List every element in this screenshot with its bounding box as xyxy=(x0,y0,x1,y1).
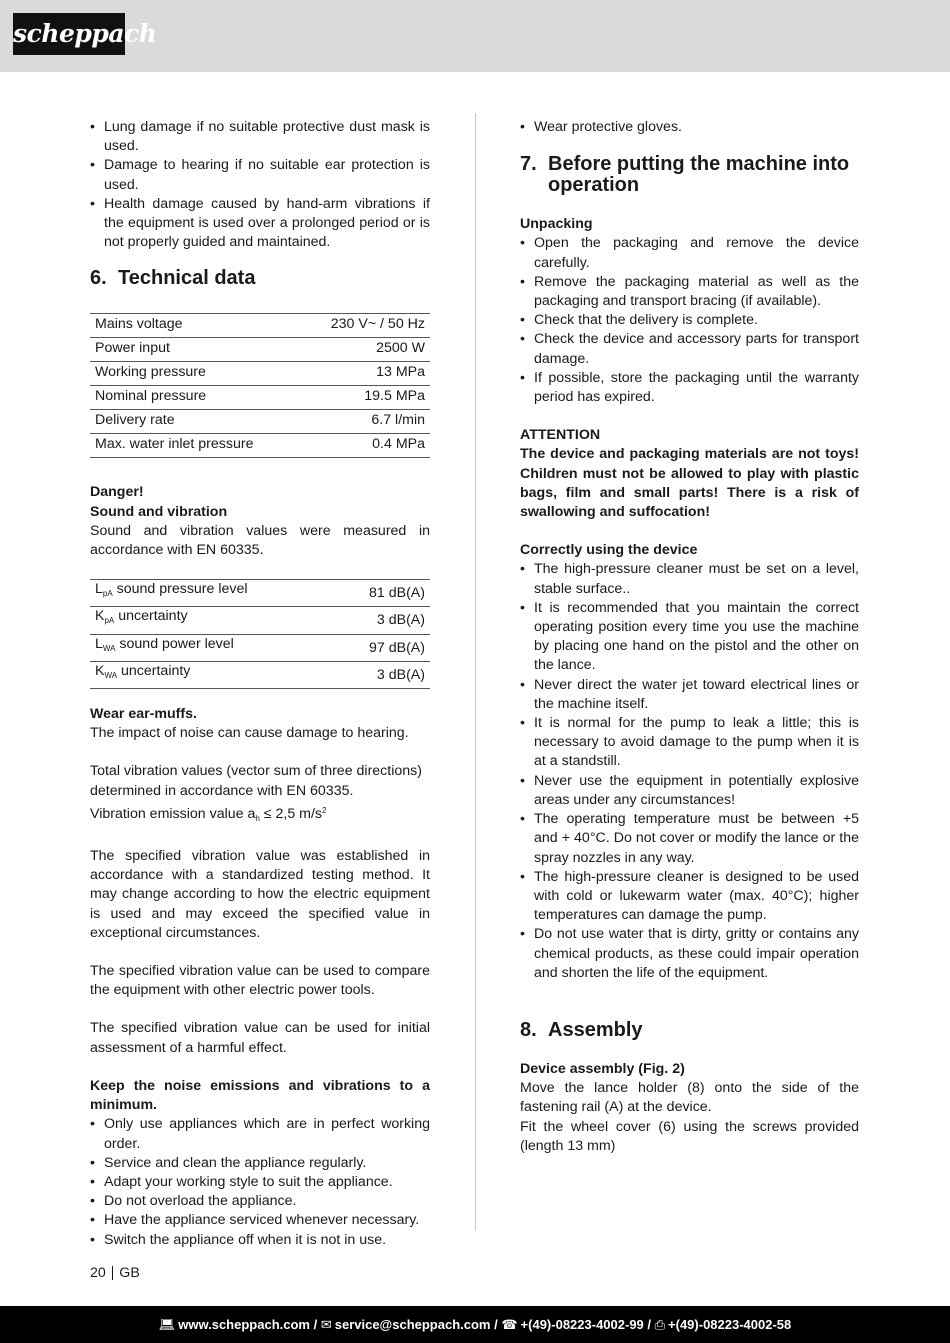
assembly-text-1: Move the lance holder (8) onto the side of the fastening rail (A) at the device. xyxy=(520,1080,859,1116)
list-item: • It is recommended that you maintain the correct operating position every time you use the machine by placing one hand on the pistol and the other on the lance. xyxy=(520,599,859,676)
list-item: • Wear protective gloves. xyxy=(520,118,859,137)
vibration-paragraph-3: The specified vibration value can be used for initial assessment of a harmful effect. xyxy=(90,1020,430,1056)
sound-text: Sound and vibration values were measured in accordance with EN 60335. xyxy=(90,522,430,559)
unpacking-heading: Unpacking xyxy=(520,216,593,233)
page-number-separator xyxy=(112,1266,114,1280)
list-item: • Only use appliances which are in perfect working order. xyxy=(90,1115,430,1153)
sound-heading: Sound and vibration xyxy=(90,503,228,520)
list-item: • The operating temperature must be between +5 and + 40°C. Do not cover or modify the lance or the spray nozzles in any way. xyxy=(520,810,859,868)
list-item: • Switch the appliance off when it is not in use. xyxy=(90,1231,430,1250)
list-item: • Check the device and accessory parts for transport damage. xyxy=(520,330,859,368)
correct-use-list xyxy=(520,560,859,982)
earmuffs-text: The impact of noise can cause damage to hearing. xyxy=(90,725,409,742)
attention-heading: ATTENTION xyxy=(520,427,601,444)
earmuffs-heading: Wear ear-muffs. xyxy=(90,706,197,723)
list-item: • Open the packaging and remove the device carefully. xyxy=(520,234,859,272)
list-item: • It is normal for the pump to leak a little; this is necessary to avoid damage to the pump when it is at a standstill. xyxy=(520,714,859,772)
table-row: $K_{pA}$ uncertainty 3 dB(A) xyxy=(90,607,430,634)
list-item: • Have the appliance serviced whenever necessary. xyxy=(90,1211,430,1230)
phone-icon: ☎︎ xyxy=(501,1316,518,1332)
list-item: • Damage to hearing if no suitable ear protection is used. xyxy=(90,156,430,194)
table-row: Nominal pressure 19.5 MPa xyxy=(90,386,430,410)
footer-email: service@scheppach.com / xyxy=(334,1317,498,1332)
danger-label: Danger! xyxy=(90,484,144,501)
vibration-text: Total vibration values (vector sum of three directions) determined in accordance with EN 60335. xyxy=(90,763,422,799)
keep-minimum-heading: Keep the noise emissions and vibrations to a minimum. xyxy=(90,1077,430,1114)
left-column xyxy=(90,118,430,1250)
intro-bullet-list xyxy=(90,118,430,252)
page-footer xyxy=(0,1306,950,1343)
section-8-heading: 8. Assembly xyxy=(520,1018,643,1041)
assembly-heading: Device assembly (Fig. 2) xyxy=(520,1060,685,1077)
scheppach-logo: scheppach xyxy=(13,13,125,55)
right-column xyxy=(520,118,859,1156)
list-item: • Do not use water that is dirty, gritty or contains any chemical products, as these could impair operation and shorten the life of the equipment. xyxy=(520,925,859,983)
list-item: • Service and clean the appliance regularly. xyxy=(90,1154,430,1173)
section-6-heading: 6. Technical data xyxy=(90,267,256,290)
table-row: $K_{WA}$ uncertainty 3 dB(A) xyxy=(90,661,430,688)
list-item: • Check that the delivery is complete. xyxy=(520,311,859,330)
table-row: Delivery rate 6.7 l/min xyxy=(90,410,430,434)
list-item: • Lung damage if no suitable protective dust mask is used. xyxy=(90,118,430,156)
list-item: • Remove the packaging material as well as the packaging and transport bracing (if available). xyxy=(520,273,859,311)
vibration-paragraph-2: The specified vibration value can be used to compare the equipment with other electric power tools. xyxy=(90,963,430,999)
list-item: • The high-pressure cleaner must be set on a level, stable surface.. xyxy=(520,560,859,598)
list-item: • Never use the equipment in potentially explosive areas under any circumstances! xyxy=(520,772,859,810)
list-item: • Health damage caused by hand-arm vibrations if the equipment is used over a prolonged period or is not properly guided and maintained. xyxy=(90,195,430,253)
list-item: • The high-pressure cleaner is designed to be used with cold or lukewarm water (max. 40°C); higher temperatures can damage the pump. xyxy=(520,868,859,926)
list-item: • Do not overload the appliance. xyxy=(90,1192,430,1211)
gloves-bullet-list xyxy=(520,118,859,137)
column-divider xyxy=(475,113,476,1230)
technical-data-table xyxy=(90,313,430,458)
page-header xyxy=(0,0,950,72)
table-row: Max. water inlet pressure 0.4 MPa xyxy=(90,434,430,458)
keep-minimum-list xyxy=(90,1115,430,1249)
page-number: 20 GB xyxy=(90,1265,140,1281)
sound-table xyxy=(90,579,430,689)
table-row: Working pressure 13 MPa xyxy=(90,362,430,386)
section-7-heading: 7. Before putting the machine into operation xyxy=(520,153,850,197)
list-item: • If possible, store the packaging until the warranty period has expired. xyxy=(520,369,859,407)
table-row: Mains voltage 230 V~ / 50 Hz xyxy=(90,314,430,338)
vibration-paragraph-1: The specified vibration value was established in accordance with a standardized testing method. It may change according to how the electric equipment is used and may exceed the specified value in exceptional circumstances. xyxy=(90,848,430,941)
correct-use-heading: Correctly using the device xyxy=(520,542,698,559)
vibration-emission-value: Vibration emission value $a_h \le 2,5$ $m/s^2$ xyxy=(90,805,327,823)
footer-phone: +(49)-08223-4002-99 / xyxy=(520,1317,651,1332)
table-row: $L_{WA}$ sound power level 97 dB(A) xyxy=(90,634,430,661)
attention-text: The device and packaging materials are not toys! Children must not be allowed to play with plastic bags, film and small parts! There is a risk of swallowing and suffocation! xyxy=(520,446,859,521)
fax-icon: ⎙ xyxy=(654,1316,666,1332)
list-item: • Adapt your working style to suit the appliance. xyxy=(90,1173,430,1192)
unpacking-list xyxy=(520,234,859,407)
list-item: • Never direct the water jet toward electrical lines or the machine itself. xyxy=(520,676,859,714)
table-row: Power input 2500 W xyxy=(90,338,430,362)
footer-website: www.scheppach.com / xyxy=(178,1317,318,1332)
computer-icon: 💻︎ xyxy=(158,1316,176,1332)
table-row: $L_{pA}$ sound pressure level 81 dB(A) xyxy=(90,580,430,607)
email-icon: ✉︎ xyxy=(320,1316,332,1332)
footer-fax: +(49)-08223-4002-58 xyxy=(668,1317,792,1332)
assembly-text-2: Fit the wheel cover (6) using the screws provided (length 13 mm) xyxy=(520,1118,859,1154)
